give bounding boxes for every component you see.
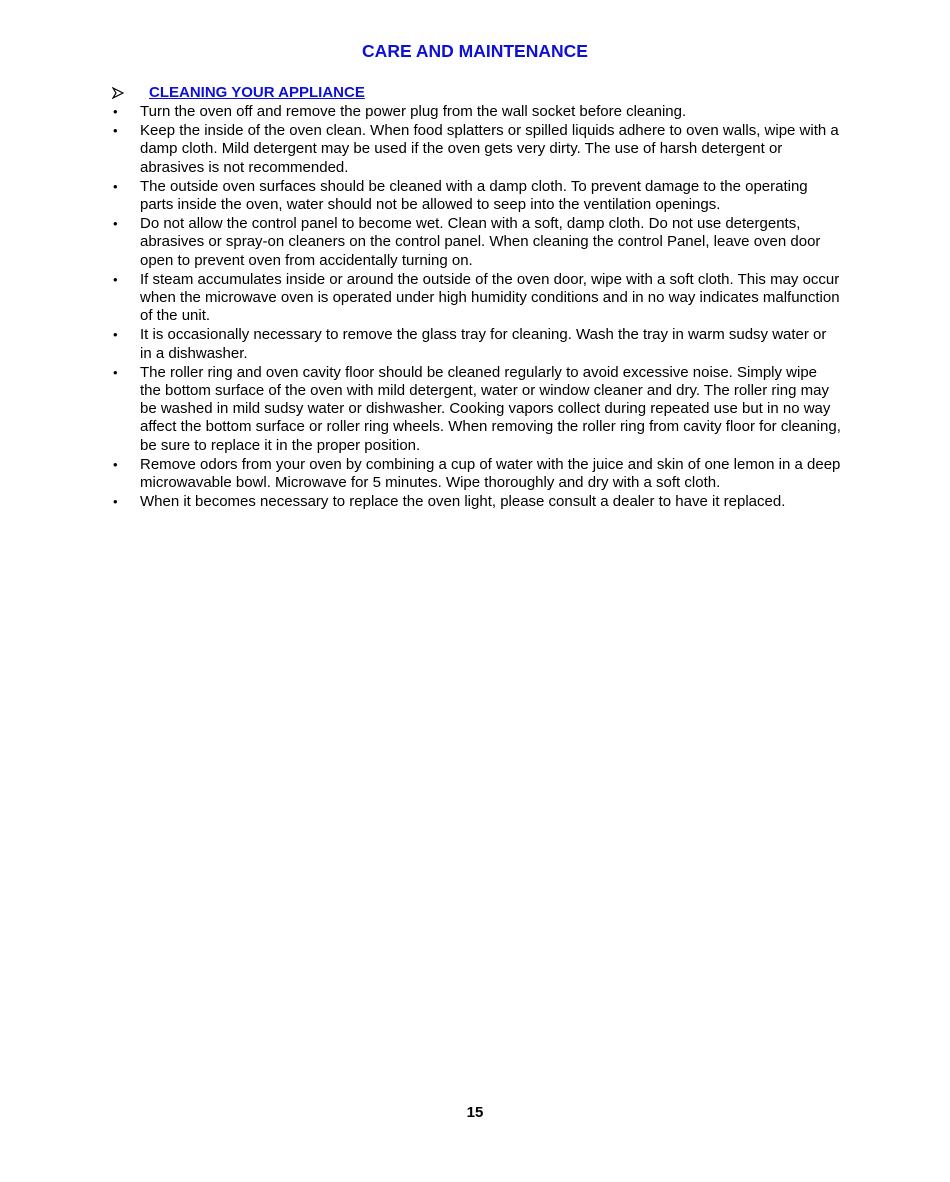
list-item-text: It is occasionally necessary to remove the glass tray for cleaning. Wash the tray in warm sudsy water or in a dishwasher. [140,326,827,362]
bullet-dot-icon: • [113,494,118,510]
bullet-dot-icon: • [113,178,118,194]
list-item-text: Do not allow the control panel to become wet. Clean with a soft, damp cloth. Do not use detergents, abrasives or spray-on cleaners on the control panel. When cleaning the control Panel, leave oven door open to prevent oven from accidentally turning on. [140,215,821,269]
bullet-dot-icon: • [113,104,118,119]
bullet-dot-icon: • [113,456,118,472]
list-item [112,215,842,270]
cleaning-section [112,84,842,511]
arrow-bullet-icon [112,87,124,99]
list-item [112,326,842,362]
list-item [112,122,842,177]
list-item-text: Remove odors from your oven by combining a cup of water with the juice and skin of one lemon in a deep microwavable bowl. Microwave for 5 minutes. Wipe thoroughly and dry with a soft cloth. [140,455,841,492]
list-item [112,364,842,455]
list-item [112,178,842,214]
list-item-text: When it becomes necessary to replace the oven light, please consult a dealer to have it replaced. [140,493,786,511]
section-title: CLEANING YOUR APPLIANCE [149,84,365,101]
list-item-text: Turn the oven off and remove the power plug from the wall socket before cleaning. [140,103,687,120]
list-item-text: If steam accumulates inside or around the outside of the oven door, wipe with a soft cloth. This may occur when the microwave oven is operated under high humidity conditions and in no way indicates malfunction of the unit. [140,270,840,325]
section-heading [112,84,842,102]
bullet-dot-icon: • [113,216,118,232]
list-item [112,103,842,121]
cleaning-instructions-list [112,103,842,511]
page-title: CARE AND MAINTENANCE [362,41,588,61]
list-item-text: The roller ring and oven cavity floor should be cleaned regularly to avoid excessive noise. Simply wipe the bottom surface of the oven with mild detergent, water or window cleaner and dry. The roller ring may be washed in mild sudsy water or dishwasher. Cooking vapors collect during repeated use but in no way affect the bottom surface or roller ring wheels. When removing the roller ring from cavity floor for cleaning, be sure to replace it in the proper position. [140,363,841,454]
list-item [112,456,842,492]
list-item-text: Keep the inside of the oven clean. When food splatters or spilled liquids adhere to oven walls, wipe with a damp cloth. Mild detergent may be used if the oven gets very dirty. The use of harsh detergent or abrasives is not recommended. [140,122,839,176]
list-item [112,271,842,326]
bullet-dot-icon: • [113,327,118,343]
list-item [112,493,842,511]
page-number: 15 [466,1104,484,1121]
bullet-dot-icon: • [113,271,118,287]
list-item-text: The outside oven surfaces should be cleaned with a damp cloth. To prevent damage to the operating parts inside the oven, water should not be allowed to seep into the ventilation openings. [140,177,808,214]
bullet-dot-icon: • [113,123,118,139]
bullet-dot-icon: • [113,364,118,380]
